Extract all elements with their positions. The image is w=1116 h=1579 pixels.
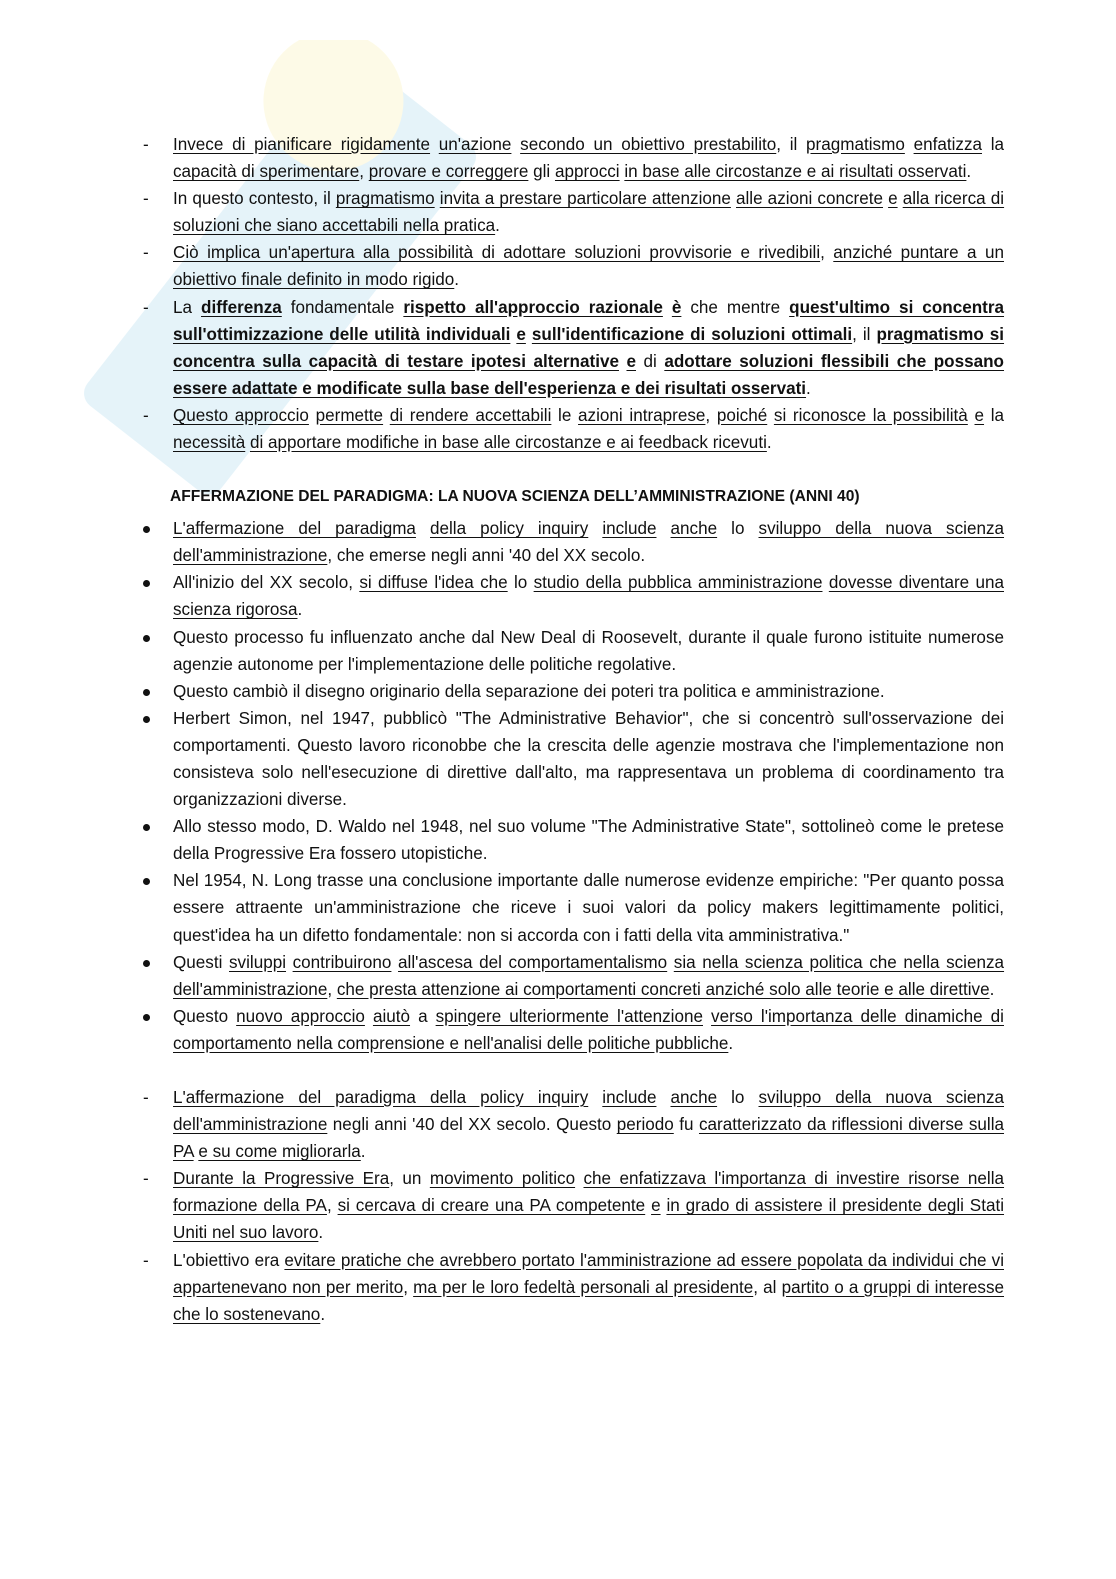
- text-run: provare e correggere: [368, 162, 529, 182]
- text-run: fu: [673, 1115, 699, 1135]
- text-run: in grado di assistere il presidente degli Stati Uniti nel suo lavoro: [173, 1196, 1005, 1243]
- text-run: , un: [389, 1169, 430, 1189]
- text-run: dovesse diventare una scienza rigorosa: [173, 573, 1004, 620]
- text-run: si riconosce la possibilità: [773, 405, 968, 425]
- text-run: sviluppo della nuova scienza dell'amministrazione: [173, 1088, 1004, 1135]
- list-item: [140, 569, 1004, 623]
- text-run: [286, 953, 293, 972]
- text-run: pragmatismo: [806, 135, 905, 154]
- text-run: , che emerse negli anni '40 del XX secolo.: [327, 546, 646, 566]
- text-run: un'azione: [438, 135, 512, 154]
- bullet-list-nuova-scienza: [140, 515, 1004, 1057]
- text-run: [663, 298, 672, 317]
- text-run: [588, 519, 602, 538]
- text-run: differenza: [201, 297, 282, 317]
- text-run: le: [551, 405, 579, 425]
- text-run: [656, 519, 670, 538]
- text-run: caratterizzato da riflessioni diverse sulla PA: [173, 1115, 1005, 1162]
- text-run: [575, 1169, 583, 1188]
- text-run: Questo approccio: [173, 405, 309, 425]
- text-run: si diffuse l'idea che: [359, 573, 508, 593]
- text-run: ma per le loro fedeltà personali al presidente: [413, 1277, 754, 1297]
- text-run: e su come migliorarla: [198, 1142, 361, 1162]
- text-run: la: [984, 405, 1005, 425]
- text-run: alla ricerca di soluzioni che siano accettabili nella pratica: [173, 189, 1005, 236]
- text-run: verso l'importanza delle dinamiche di comportamento nella comprensione e nell'analisi delle politiche pubbliche: [173, 1006, 1004, 1053]
- list-item: [140, 867, 1004, 948]
- text-run: nuovo approccio: [236, 1006, 365, 1026]
- text-run: Questo processo fu influenzato anche dal New Deal di Roosevelt, durante il quale furono istituite numerose agenzie autonome per l'implementazione delle politiche regolative.: [173, 627, 1004, 674]
- list-item: [140, 949, 1004, 1003]
- text-run: include: [602, 1088, 657, 1107]
- text-run: ,: [327, 979, 337, 999]
- text-run: [656, 1088, 670, 1107]
- spacer: [140, 1057, 1004, 1084]
- text-run: sia nella scienza politica che nella scienza dell'amministrazione: [173, 952, 1005, 999]
- text-run: , il: [776, 135, 807, 154]
- text-run: che presta attenzione ai comportamenti concreti anziché solo alle teorie e alle direttive: [336, 979, 990, 999]
- text-run: fondamentale: [281, 297, 404, 317]
- text-run: azioni intraprese: [578, 405, 706, 425]
- text-run: [588, 1088, 602, 1107]
- text-run: la: [982, 135, 1005, 154]
- text-run: L'affermazione del paradigma della policy inquiry: [173, 1088, 589, 1107]
- text-run: [365, 1007, 373, 1026]
- text-run: studio della pubblica amministrazione: [533, 573, 823, 593]
- text-run: di: [636, 351, 665, 371]
- list-item: [140, 239, 1004, 293]
- list-item: [140, 1247, 1004, 1328]
- text-run: L'obiettivo era: [173, 1250, 285, 1270]
- text-run: .: [766, 433, 772, 453]
- text-run: e: [888, 189, 898, 209]
- text-run: Nel 1954, N. Long trasse una conclusione importante dalle numerose evidenze empiriche: "Per quanto possa essere attraente un'amministrazione che riceve i suoi valori da policy makers legittimamente politici, quest'idea ha un difetto fondamentale: non si accorda con i fatti della vita amministrativa.": [173, 871, 1004, 945]
- text-run: invita a prestare particolare attenzione: [439, 189, 731, 209]
- list-item: [140, 624, 1004, 678]
- text-run: è: [671, 297, 682, 317]
- list-item: [140, 1084, 1004, 1165]
- text-run: in base alle circostanze e ai risultati osservati: [624, 162, 967, 182]
- text-run: spingere ulteriormente l'attenzione: [435, 1006, 703, 1026]
- text-run: .: [360, 1142, 366, 1162]
- document-page: [140, 131, 1004, 1328]
- text-run: .: [454, 270, 460, 290]
- list-item: [140, 131, 1004, 185]
- list-item: [140, 705, 1004, 813]
- text-run: periodo: [616, 1115, 674, 1135]
- text-run: movimento politico: [429, 1169, 576, 1189]
- text-run: e: [651, 1196, 661, 1216]
- text-run: ,: [705, 405, 717, 425]
- text-run: Questo cambiò il disegno originario della separazione dei poteri tra politica e amministrazione.: [173, 681, 885, 701]
- text-run: pragmatismo: [335, 189, 435, 209]
- text-run: pragmatismo si concentra sulla capacità di testare ipotesi alternative: [173, 324, 1005, 371]
- text-run: sull'identificazione di soluzioni ottimali: [531, 324, 853, 344]
- text-run: approcci: [554, 162, 620, 182]
- text-run: ,: [359, 162, 369, 182]
- text-run: [383, 406, 390, 425]
- text-run: L'affermazione del paradigma: [173, 519, 416, 539]
- text-run: [667, 953, 674, 972]
- text-run: di rendere accettabili: [389, 405, 552, 425]
- text-run: .: [989, 979, 995, 999]
- text-run: In questo contesto, il: [173, 189, 336, 209]
- text-run: Herbert Simon, nel 1947, pubblicò "The Administrative Behavior", che si concentrò sull'osservazione dei comportamenti. Questo lavoro riconobbe che la crescita delle agenzie mostrava che l'implementazione non consisteva solo nell'esecuzione di direttive dall'alto, ma rappresentava un problema di coordinamento tra organizzazioni diverse.: [173, 708, 1004, 810]
- text-run: [430, 135, 439, 154]
- text-run: permette: [315, 405, 384, 425]
- text-run: di apportare modifiche in base alle circostanze e ai feedback ricevuti: [249, 433, 767, 453]
- list-item: [140, 515, 1004, 569]
- text-run: evitare pratiche che avrebbero portato l'amministrazione ad essere popolata da individui che vi appartenevano non per merito: [173, 1250, 1004, 1297]
- text-run: La: [173, 297, 202, 317]
- text-run: lo: [507, 573, 534, 593]
- text-run: che mentre: [681, 297, 790, 317]
- text-run: .: [495, 216, 500, 236]
- list-item: [140, 678, 1004, 705]
- text-run: sviluppo della nuova scienza dell'amministrazione: [173, 519, 1005, 566]
- text-run: , il: [852, 324, 877, 344]
- dash-list-progressive-era: [140, 1084, 1004, 1328]
- text-run: adottare soluzioni flessibili che possano essere adattate e modificate sulla base dell'esperienza e dei risultati osservati: [173, 351, 1005, 398]
- text-run: e: [516, 324, 526, 344]
- text-run: ,: [326, 1196, 338, 1216]
- text-run: [309, 406, 316, 425]
- text-run: a: [410, 1006, 436, 1026]
- text-run: Allo stesso modo, D. Waldo nel 1948, nel suo volume "The Administrative State", sottolineò come le pretese della Progressive Era fossero utopistiche.: [173, 817, 1004, 864]
- text-run: della policy inquiry: [430, 519, 589, 539]
- text-run: [703, 1007, 711, 1026]
- dash-list-pragmatismo: [140, 131, 1004, 456]
- text-run: lo: [717, 519, 759, 539]
- text-run: [416, 519, 430, 538]
- text-run: gli: [528, 162, 555, 182]
- list-item: [140, 402, 1004, 456]
- text-run: sviluppi: [229, 952, 287, 972]
- text-run: ,: [403, 1277, 414, 1297]
- text-run: che enfatizzava l'importanza di investire risorse nella formazione della PA: [173, 1169, 1005, 1216]
- text-run: .: [297, 600, 303, 620]
- text-run: include: [602, 519, 657, 539]
- text-run: aiutò: [372, 1006, 411, 1026]
- text-run: .: [806, 378, 811, 398]
- text-run: anche: [670, 1088, 718, 1107]
- text-run: secondo un obiettivo prestabilito: [520, 135, 777, 154]
- text-run: , al: [753, 1277, 782, 1297]
- text-run: enfatizza: [913, 135, 982, 154]
- text-run: partito o a gruppi di interesse che lo sostenevano: [173, 1277, 1005, 1324]
- section-heading: AFFERMAZIONE DEL PARADIGMA: LA NUOVA SCIENZA DELL’AMMINISTRAZIONE (ANNI 40): [170, 488, 860, 506]
- list-item: [140, 1165, 1004, 1246]
- list-item: [140, 813, 1004, 867]
- text-run: ,: [820, 243, 834, 263]
- text-run: poiché: [716, 405, 768, 425]
- text-run: e: [626, 351, 636, 371]
- text-run: .: [320, 1304, 326, 1324]
- text-run: Questo: [173, 1006, 237, 1026]
- text-run: anche: [670, 519, 718, 539]
- text-run: [968, 406, 975, 425]
- text-run: si cercava di creare una PA competente: [337, 1196, 646, 1216]
- text-run: Ciò implica un'apertura alla possibilità di adottare soluzioni provvisorie e rivedibili: [173, 243, 821, 263]
- text-run: [905, 135, 914, 154]
- list-item: [140, 294, 1004, 402]
- text-run: rispetto all'approccio razionale: [403, 297, 663, 317]
- text-run: All'inizio del XX secolo,: [173, 573, 360, 593]
- text-run: capacità di sperimentare: [173, 162, 360, 182]
- text-run: Durante la Progressive Era: [173, 1169, 390, 1189]
- text-run: necessità: [173, 433, 246, 453]
- text-run: Invece di pianificare rigidamente: [173, 135, 431, 154]
- list-item: [140, 185, 1004, 239]
- text-run: [511, 135, 520, 154]
- text-run: anziché puntare a un obiettivo finale definito in modo rigido: [173, 243, 1004, 290]
- text-run: .: [318, 1223, 324, 1243]
- text-run: .: [966, 162, 972, 182]
- text-run: quest'ultimo si concentra sull'ottimizzazione delle utilità individuali: [173, 297, 1005, 344]
- text-run: contribuirono: [292, 952, 392, 972]
- text-run: all'ascesa del comportamentalismo: [398, 952, 668, 972]
- text-run: Questi: [173, 952, 229, 972]
- text-run: .: [728, 1033, 734, 1053]
- text-run: [767, 406, 774, 425]
- text-run: e: [974, 405, 985, 425]
- text-run: alle azioni concrete: [736, 189, 883, 209]
- text-run: lo: [717, 1088, 759, 1107]
- text-run: negli anni '40 del XX secolo. Questo: [327, 1115, 617, 1135]
- list-item: [140, 1003, 1004, 1057]
